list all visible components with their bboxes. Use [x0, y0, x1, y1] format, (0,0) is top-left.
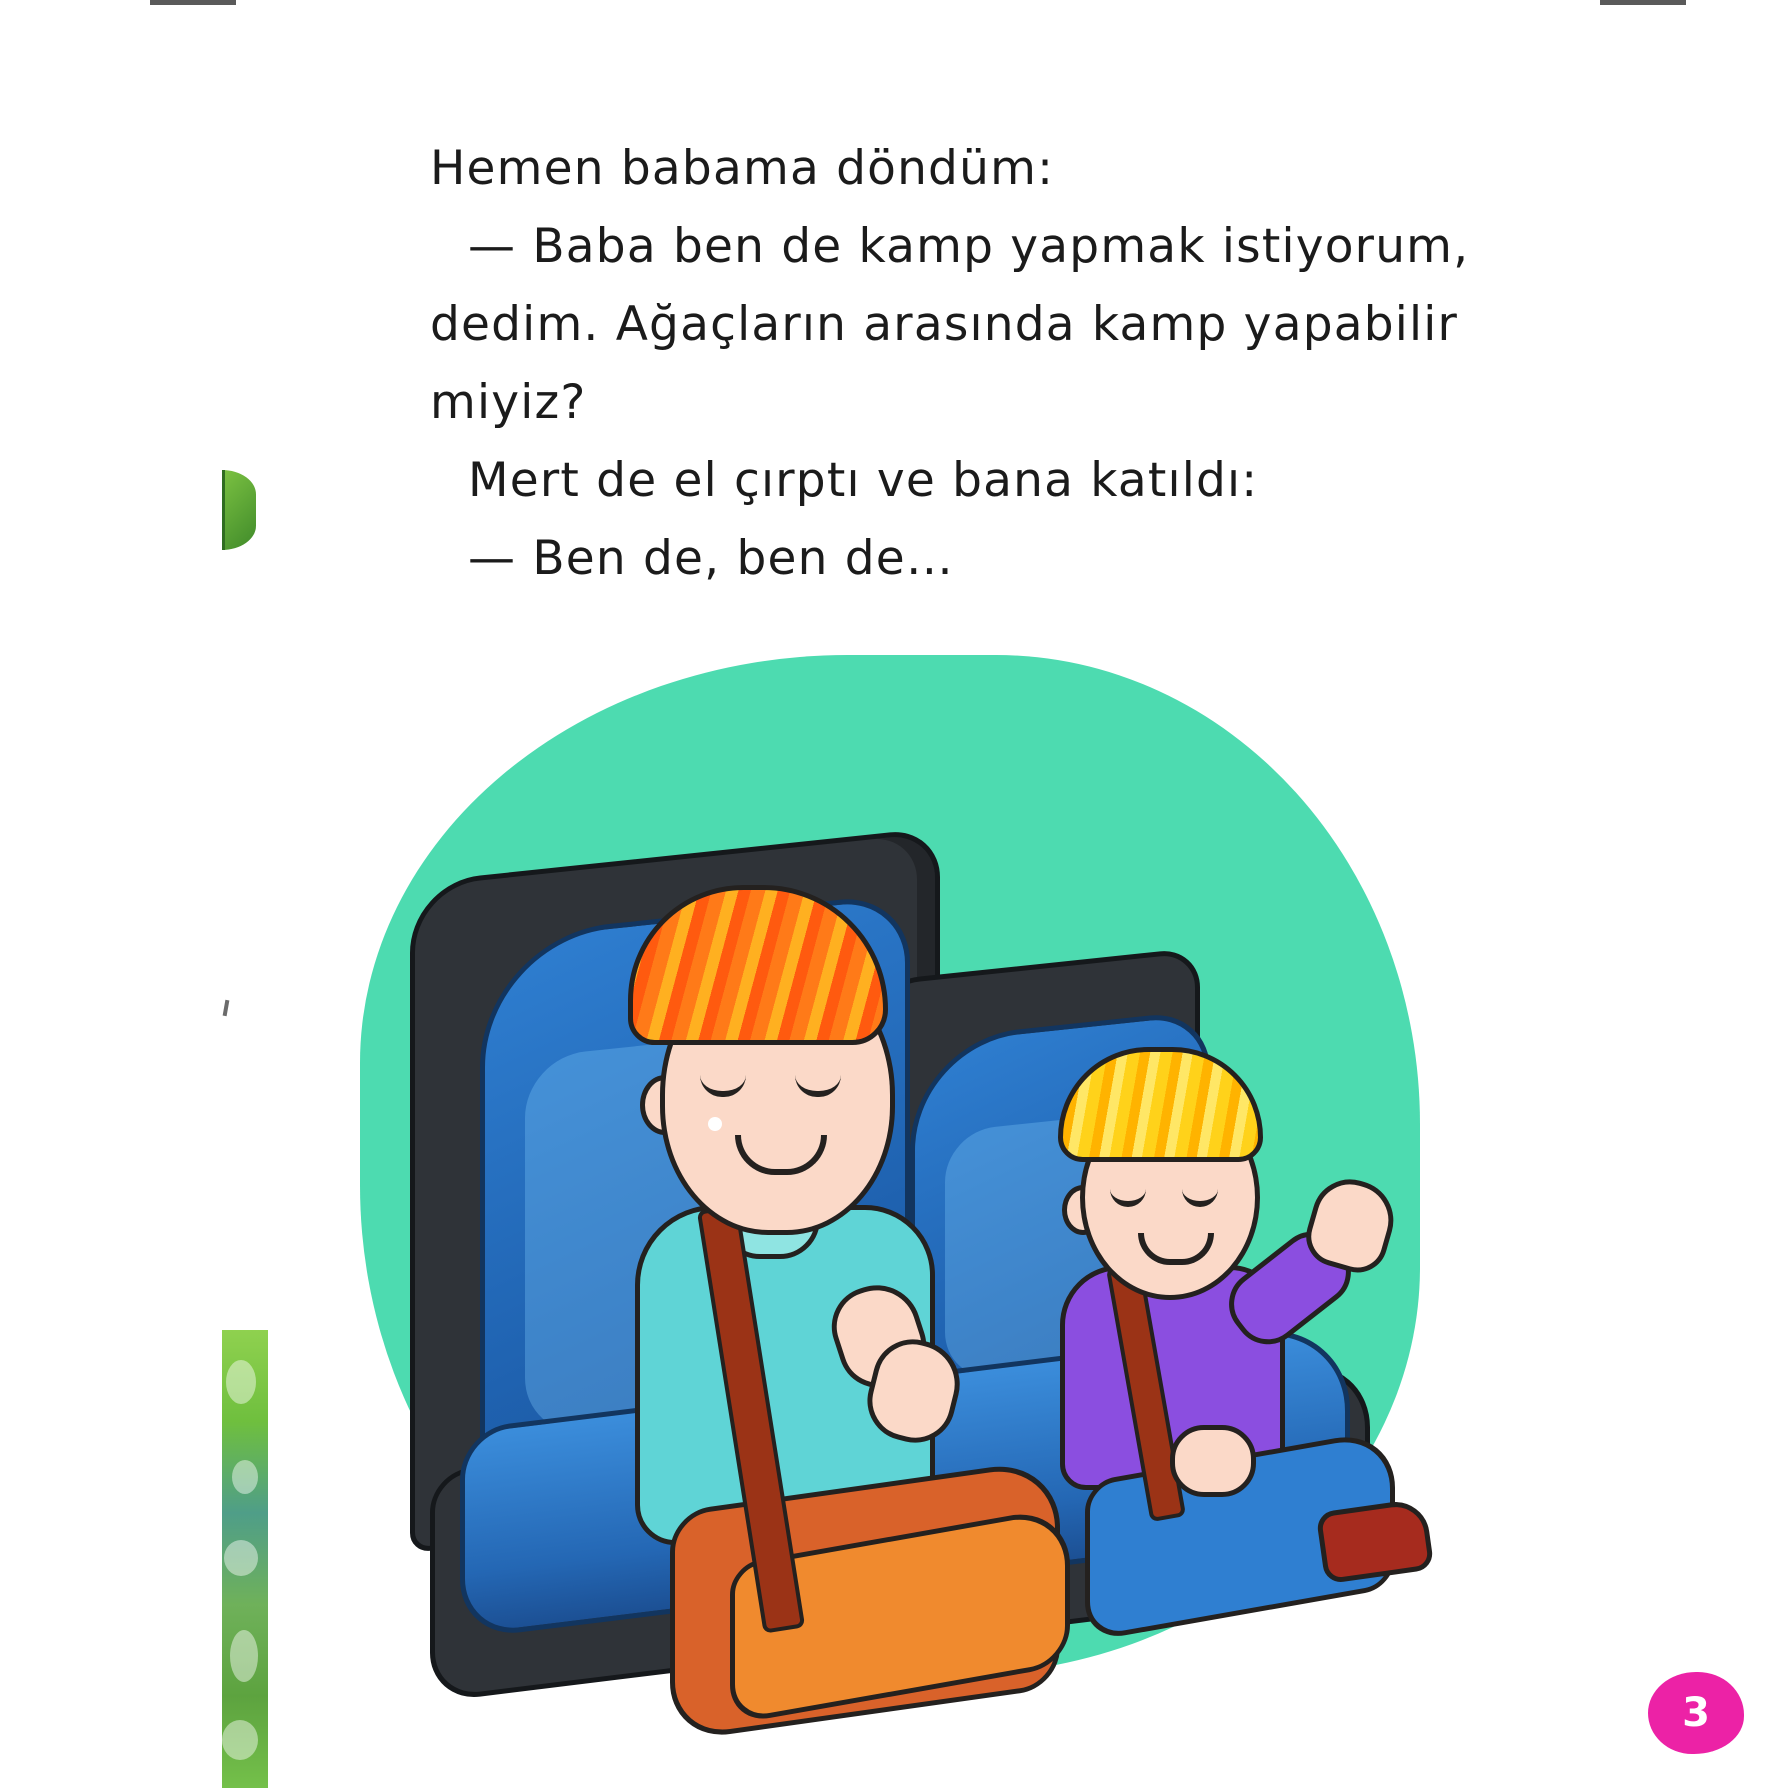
child-yellow-hair [1010, 1035, 1410, 1675]
story-line: Mert de el çırptı ve bana katıldı: [468, 453, 1259, 508]
green-page-edge-strip [222, 1330, 268, 1788]
story-line: Hemen babama döndüm: [430, 141, 1055, 196]
child2-hair [1058, 1047, 1263, 1162]
story-text-block [430, 130, 1470, 598]
child2-hand-lower [1170, 1425, 1256, 1497]
illustration [330, 655, 1470, 1715]
story-line: miyiz? [430, 375, 587, 430]
story-line: dedim. Ağaçların arasında kamp yapabilir [430, 297, 1459, 352]
green-leaf-edge-mark-icon [222, 470, 256, 550]
child1-cheek-highlight [708, 1117, 722, 1131]
page-number-badge: 3 [1648, 1672, 1744, 1754]
child2-shoe [1316, 1498, 1435, 1585]
crop-mark-left-icon [150, 0, 236, 5]
child1-hair [628, 885, 888, 1045]
crop-mark-right-icon [1600, 0, 1686, 5]
car-bench-seat [390, 855, 1390, 1655]
child-orange-hair [580, 885, 1050, 1685]
registration-tick-icon [223, 1000, 230, 1016]
story-line: — Baba ben de kamp yapmak istiyorum, [468, 219, 1470, 274]
story-line: — Ben de, ben de… [468, 531, 955, 586]
